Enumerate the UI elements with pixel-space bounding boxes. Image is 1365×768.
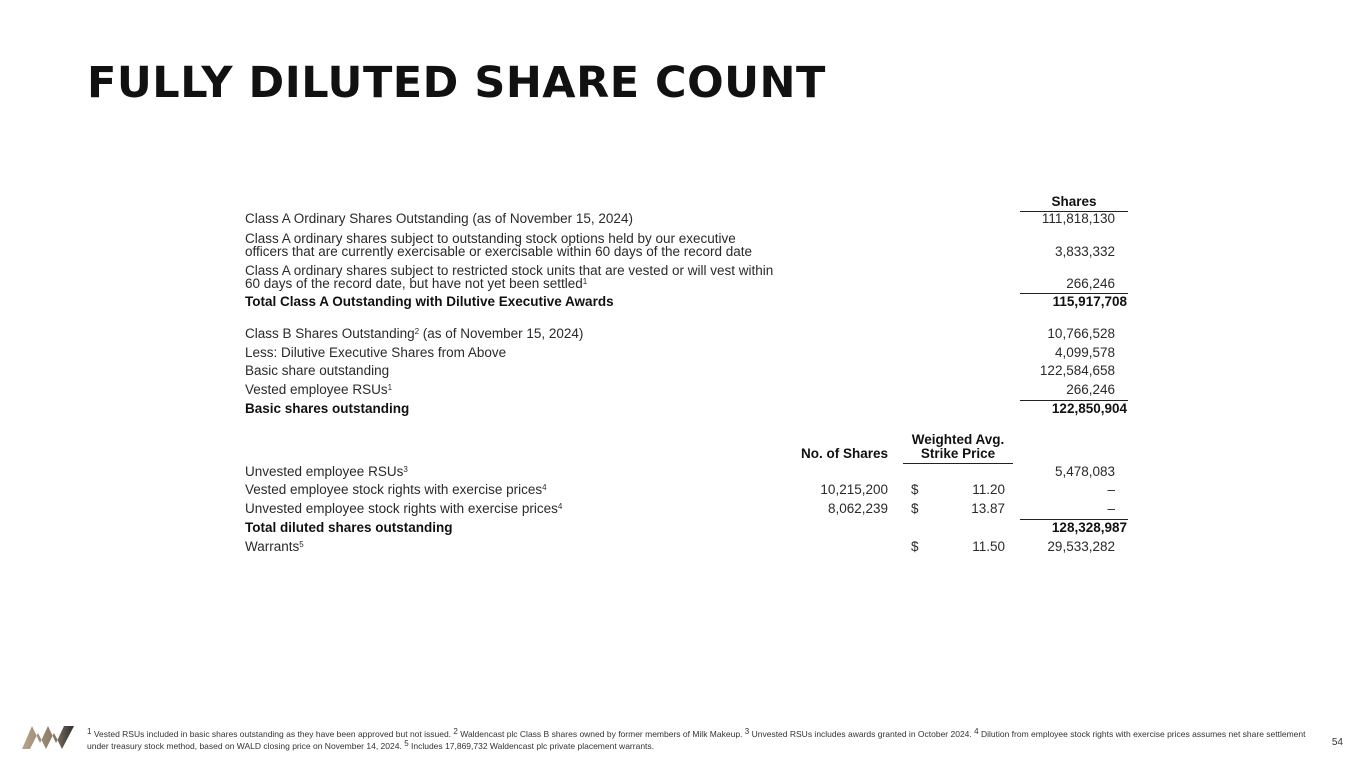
row-label: Unvested employee stock rights with exercise prices$^4$ xyxy=(245,501,563,516)
row-value: 5,478,083 xyxy=(1054,464,1115,479)
row-value: 111,818,130 xyxy=(1041,211,1115,226)
no-of-shares-value: 10,215,200 xyxy=(820,482,888,497)
shares-column-header: Shares xyxy=(1051,194,1097,209)
strike-price-value: 11.20 xyxy=(972,482,1005,497)
row-value: 10,766,528 xyxy=(1047,326,1115,341)
row-value: 115,917,708 xyxy=(1052,294,1127,309)
strike-price-value: 11.50 xyxy=(972,539,1005,554)
row-label: Total Class A Outstanding with Dilutive Executive Awards xyxy=(245,294,614,309)
row-label: Less: Dilutive Executive Shares from Above xyxy=(245,345,507,360)
page-number: 54 xyxy=(1331,737,1343,748)
row-label-line2: officers that are currently exercisable or exercisable within 60 days of the record date xyxy=(245,244,753,259)
no-of-shares-header: No. of Shares xyxy=(800,446,888,461)
footnote-ref: 4 xyxy=(557,502,563,511)
footnote-ref: 2 xyxy=(414,327,420,336)
row-value: 4,099,578 xyxy=(1054,345,1115,360)
footnote-ref: 1 xyxy=(582,277,588,286)
row-value: 128,328,987 xyxy=(1051,520,1127,535)
header-underline xyxy=(903,463,1013,464)
row-label: Vested employee stock rights with exercise prices$^4$ xyxy=(245,482,547,497)
dollar-sign: $ xyxy=(911,501,919,516)
row-value: 266,246 xyxy=(1066,276,1115,291)
row-label: Class A ordinary shares subject to restricted stock units that are vested or will vest within xyxy=(245,263,774,278)
row-label: Basic shares outstanding xyxy=(245,401,410,416)
row-label: Basic share outstanding xyxy=(245,363,390,378)
footnote: $^1$ Vested RSUs included in basic shares outstanding as they have been approved but not issued. $^2$ Waldencast plc Class B shares owned by former members of Milk Makeup. $^3$ Unvested RSUs includes awards granted in October 2024. $^4$ Dilution from employee stock rights with exercise prices assumes net share settlement under treasury stock method, based on WALD closing price on November 14, 2024. $^5$ Includes 17,869,732 Waldencast plc private placement warrants. xyxy=(87,727,1306,751)
row-value: – xyxy=(1107,501,1115,516)
row-value: – xyxy=(1107,482,1115,497)
row-value: 122,584,658 xyxy=(1039,363,1115,378)
strike-price-value: 13.87 xyxy=(971,501,1005,516)
weighted-avg-header: Weighted Avg. Strike Price xyxy=(911,432,1005,461)
row-value: 3,833,332 xyxy=(1054,244,1115,259)
row-label: Class B Shares Outstanding$^2$ (as of November 15, 2024) xyxy=(245,326,584,341)
footnote-ref: 3 xyxy=(403,465,408,474)
row-value: 266,246 xyxy=(1066,382,1115,397)
row-label-line2: 60 days of the record date, but have not yet been settled$^1$ xyxy=(245,276,588,291)
row-label: Class A ordinary shares subject to outstanding stock options held by our executive xyxy=(245,231,736,246)
row-label: Vested employee RSUs$^1$ xyxy=(245,382,393,397)
no-of-shares-value: 8,062,239 xyxy=(827,501,888,516)
page-title: FULLY DILUTED SHARE COUNT xyxy=(87,58,826,108)
row-label: Class A Ordinary Shares Outstanding (as of November 15, 2024) xyxy=(245,211,633,226)
row-label: Warrants$^5$ xyxy=(245,539,304,554)
row-label: Unvested employee RSUs$^3$ xyxy=(245,464,408,479)
row-value: 29,533,282 xyxy=(1047,539,1115,554)
footnote-ref: 1 xyxy=(387,383,393,392)
row-label: Total diluted shares outstanding xyxy=(245,520,453,535)
dollar-sign: $ xyxy=(911,482,919,497)
dollar-sign: $ xyxy=(911,539,919,554)
footnote-ref: 5 xyxy=(299,540,304,549)
waldencast-monogram-logo-icon xyxy=(20,723,76,751)
footnote-ref: 4 xyxy=(542,483,547,492)
row-value: 122,850,904 xyxy=(1051,401,1127,416)
